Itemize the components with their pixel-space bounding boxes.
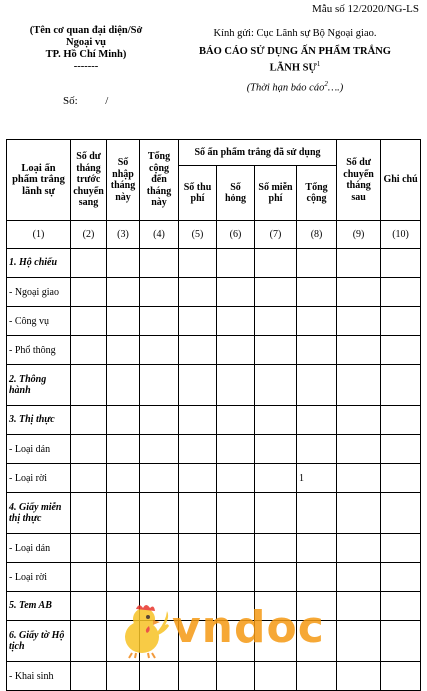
row-label: 3. Thị thực <box>7 406 71 435</box>
table-cell <box>179 662 217 691</box>
table-cell <box>107 406 140 435</box>
table-cell <box>297 249 337 278</box>
table-cell <box>140 464 179 493</box>
table-cell <box>107 464 140 493</box>
table-cell <box>179 406 217 435</box>
table-cell <box>381 563 421 592</box>
row-label: - Ngoại giao <box>7 278 71 307</box>
table-cell <box>217 278 255 307</box>
table-cell <box>255 435 297 464</box>
table-cell <box>381 592 421 621</box>
table-cell <box>381 534 421 563</box>
table-row <box>7 365 421 406</box>
table-cell <box>179 534 217 563</box>
table-cell <box>179 249 217 278</box>
header-damaged: Số hỏng <box>217 166 255 221</box>
table-cell <box>71 534 107 563</box>
agency-line-3: TP. Hồ Chí Minh) <box>45 49 127 60</box>
table-cell <box>337 493 381 534</box>
table-cell <box>140 534 179 563</box>
table-cell <box>140 278 179 307</box>
table-row <box>7 464 421 493</box>
table-cell <box>71 336 107 365</box>
table-cell <box>179 336 217 365</box>
row-label: 1. Hộ chiếu <box>7 249 71 278</box>
table-cell <box>297 534 337 563</box>
table-cell <box>297 365 337 406</box>
watermark-text: vndoc <box>172 602 325 653</box>
table-cell <box>381 278 421 307</box>
column-number: (1) <box>7 221 71 249</box>
table-cell <box>297 563 337 592</box>
table-cell <box>140 336 179 365</box>
table-cell <box>107 534 140 563</box>
table-cell <box>179 365 217 406</box>
table-row <box>7 662 421 691</box>
table-cell <box>140 493 179 534</box>
header-carry-next: Số dư chuyển tháng sau <box>337 140 381 221</box>
table-cell <box>179 435 217 464</box>
column-number: (6) <box>217 221 255 249</box>
table-cell <box>140 621 179 662</box>
row-label: - Phổ thông <box>7 336 71 365</box>
column-number: (7) <box>255 221 297 249</box>
header-imported: Số nhập tháng này <box>107 140 140 221</box>
table-cell <box>179 464 217 493</box>
table-cell <box>217 534 255 563</box>
table-cell <box>255 662 297 691</box>
table-row <box>7 621 421 662</box>
table-cell <box>337 278 381 307</box>
table-cell <box>217 336 255 365</box>
table-row <box>7 534 421 563</box>
report-title-line-2: LÃNH SỰ$^1$ <box>269 60 321 74</box>
agency-divider: ------- <box>73 61 99 72</box>
header-prev-balance: Số dư tháng trước chuyển sang <box>71 140 107 221</box>
table-cell <box>217 662 255 691</box>
table-cell <box>255 307 297 336</box>
table-cell <box>140 563 179 592</box>
table-cell <box>71 464 107 493</box>
table-row <box>7 278 421 307</box>
table-cell <box>337 621 381 662</box>
table-cell <box>297 435 337 464</box>
table-cell <box>71 592 107 621</box>
table-cell <box>107 563 140 592</box>
table-cell <box>337 563 381 592</box>
table-cell <box>337 534 381 563</box>
table-cell <box>337 435 381 464</box>
table-row <box>7 592 421 621</box>
report-deadline: (Thời hạn báo cáo$^2$….) <box>246 79 344 93</box>
column-number: (10) <box>381 221 421 249</box>
agency-line-1: (Tên cơ quan đại diện/Sở <box>29 25 143 36</box>
table-row <box>7 249 421 278</box>
table-cell <box>337 592 381 621</box>
table-cell <box>255 493 297 534</box>
table-cell <box>297 592 337 621</box>
row-label: - Loại dán <box>7 435 71 464</box>
header-used-group: Số ấn phẩm trắng đã sử dụng <box>179 140 337 166</box>
table-cell <box>255 365 297 406</box>
table-cell <box>217 563 255 592</box>
table-row <box>7 307 421 336</box>
table-cell <box>71 662 107 691</box>
column-number: (2) <box>71 221 107 249</box>
table-cell <box>217 592 255 621</box>
table-cell <box>255 249 297 278</box>
table-cell <box>297 278 337 307</box>
column-number-row <box>7 221 421 249</box>
table-cell <box>179 621 217 662</box>
table-cell <box>381 621 421 662</box>
table-row <box>7 493 421 534</box>
table-cell <box>140 249 179 278</box>
report-heading <box>170 27 420 93</box>
table-cell <box>217 249 255 278</box>
table-cell <box>140 435 179 464</box>
table-cell <box>217 365 255 406</box>
table-cell <box>107 278 140 307</box>
table-cell <box>107 592 140 621</box>
table-cell <box>140 307 179 336</box>
header-total-this-month: Tổng cộng đến tháng này <box>140 140 179 221</box>
table-row <box>7 406 421 435</box>
table-cell <box>107 662 140 691</box>
table-cell <box>107 435 140 464</box>
table-cell <box>255 534 297 563</box>
table-cell <box>381 464 421 493</box>
column-number: (5) <box>179 221 217 249</box>
footnote-2-marker: 2 <box>324 79 328 88</box>
table-cell <box>217 435 255 464</box>
table-cell <box>381 662 421 691</box>
report-title-line-1: BÁO CÁO SỬ DỤNG ẤN PHẨM TRẮNG <box>199 46 391 57</box>
table-cell <box>107 621 140 662</box>
table-cell <box>255 464 297 493</box>
table-cell <box>217 307 255 336</box>
report-table <box>6 139 421 691</box>
table-cell <box>71 249 107 278</box>
table-cell <box>71 406 107 435</box>
header-note: Ghi chú <box>381 140 421 221</box>
table-cell <box>381 493 421 534</box>
table-cell <box>381 406 421 435</box>
table-cell <box>337 464 381 493</box>
header-exempt: Số miễn phí <box>255 166 297 221</box>
header-used-total: Tổng cộng <box>297 166 337 221</box>
form-number: Mẫu số 12/2020/NG-LS <box>312 3 419 15</box>
row-label: 5. Tem AB <box>7 592 71 621</box>
table-cell <box>297 406 337 435</box>
table-cell <box>107 493 140 534</box>
table-row <box>7 435 421 464</box>
agency-line-2: Ngoại vụ <box>66 37 106 48</box>
table-cell <box>107 249 140 278</box>
agency-block <box>6 25 166 73</box>
table-cell <box>255 621 297 662</box>
table-cell <box>179 278 217 307</box>
header-paid: Số thu phí <box>179 166 217 221</box>
number-label: Số: <box>63 95 78 107</box>
table-cell <box>297 662 337 691</box>
table-cell <box>217 406 255 435</box>
table-cell <box>140 662 179 691</box>
table-cell <box>381 365 421 406</box>
row-label: - Công vụ <box>7 307 71 336</box>
table-cell <box>71 435 107 464</box>
document-number <box>63 95 108 107</box>
table-cell <box>217 621 255 662</box>
row-mark: 1 <box>297 464 337 493</box>
table-cell <box>179 307 217 336</box>
table-cell <box>297 307 337 336</box>
table-cell <box>107 365 140 406</box>
header-type: Loại ấn phẩm trắng lãnh sự <box>7 140 71 221</box>
table-cell <box>381 249 421 278</box>
row-label: - Loại dán <box>7 534 71 563</box>
column-number: (8) <box>297 221 337 249</box>
row-label: 2. Thông hành <box>7 365 71 406</box>
table-body <box>7 249 421 691</box>
row-label: - Loại rời <box>7 464 71 493</box>
row-label: 6. Giấy tờ Hộ tịch <box>7 621 71 662</box>
table-row <box>7 336 421 365</box>
table-cell <box>381 336 421 365</box>
table-row <box>7 563 421 592</box>
row-label: - Khai sinh <box>7 662 71 691</box>
table-cell <box>337 307 381 336</box>
table-cell <box>140 365 179 406</box>
table-cell <box>179 563 217 592</box>
table-cell <box>71 563 107 592</box>
row-label: 4. Giấy miễn thị thực <box>7 493 71 534</box>
table-cell <box>255 592 297 621</box>
table-cell <box>255 563 297 592</box>
footnote-1-marker: 1 <box>316 60 321 68</box>
table-cell <box>179 592 217 621</box>
column-number: (3) <box>107 221 140 249</box>
table-cell <box>337 406 381 435</box>
table-cell <box>107 336 140 365</box>
table-cell <box>71 621 107 662</box>
column-number: (9) <box>337 221 381 249</box>
table-cell <box>255 406 297 435</box>
table-cell <box>71 365 107 406</box>
table-cell <box>71 278 107 307</box>
table-cell <box>71 307 107 336</box>
table-cell <box>297 621 337 662</box>
column-number: (4) <box>140 221 179 249</box>
table-cell <box>140 592 179 621</box>
table-cell <box>71 493 107 534</box>
table-cell <box>337 336 381 365</box>
table-cell <box>217 464 255 493</box>
table-cell <box>297 336 337 365</box>
table-cell <box>255 336 297 365</box>
table-cell <box>217 493 255 534</box>
number-separator: / <box>105 95 109 107</box>
row-label: - Loại rời <box>7 563 71 592</box>
table-cell <box>255 278 297 307</box>
table-cell <box>381 435 421 464</box>
table-cell <box>297 493 337 534</box>
recipient-line: Kính gửi: Cục Lãnh sự Bộ Ngoại giao. <box>213 28 377 39</box>
table-cell <box>337 249 381 278</box>
table-cell <box>337 365 381 406</box>
table-cell <box>140 406 179 435</box>
table-cell <box>179 493 217 534</box>
report-title <box>170 45 420 75</box>
table-cell <box>107 307 140 336</box>
table-cell <box>337 662 381 691</box>
table-cell <box>381 307 421 336</box>
